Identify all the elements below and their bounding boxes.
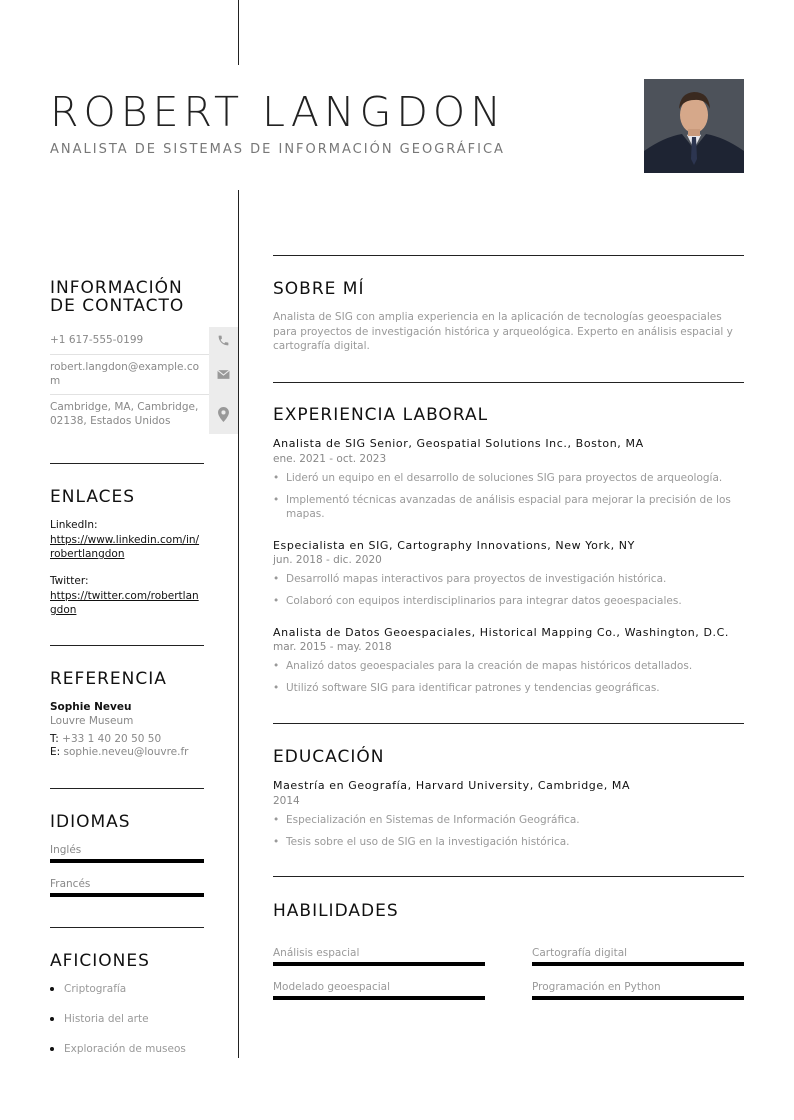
contact-phone-row [50,327,238,355]
section-separator [273,723,744,724]
bullet-dot-icon: • [273,472,280,484]
map-pin-icon-box [209,394,238,434]
reference-email[interactable]: sophie.neveu@louvre.fr [63,746,189,758]
skills-heading: HABILIDADES [273,901,399,921]
skill-name: Programación en Python [532,981,661,993]
job-bullet-text: Lideró un equipo en el desarrollo de soluciones SIG para proyectos de arqueología. [286,472,723,484]
job-bullet [273,681,741,695]
language-name: Francés [50,878,91,890]
top-divider-line [238,0,239,65]
education-bullet-text: Especialización en Sistemas de Información Geográfica. [286,814,580,826]
job-bullet-text: Colaboró con equipos interdisciplinarios para integrar datos geoespaciales. [286,595,682,607]
bullet-dot-icon: • [273,494,280,506]
reference-phone-line [50,733,161,745]
phone-icon-box [209,327,238,354]
skill-name: Cartografía digital [532,947,628,959]
section-separator [273,876,744,877]
degree-title: Maestría en Geografía, Harvard University, Cambridge, MA [273,779,631,792]
job-bullet [273,572,741,586]
job-dates: ene. 2021 - oct. 2023 [273,453,387,465]
sidebar-separator [50,788,204,789]
job-bullet-text: Analizó datos geoespaciales para la creación de mapas históricos detallados. [286,660,693,672]
job-bullet [273,594,741,608]
bullet-dot-icon: • [273,836,280,848]
section-separator [273,255,744,256]
language-level-bar [50,893,204,897]
skill-level-bar [273,996,485,1000]
map-pin-icon [218,407,229,422]
about-heading: SOBRE MÍ [273,279,365,299]
profile-photo-image [644,79,744,173]
education-bullet [273,813,741,827]
hobby-item [50,1043,186,1055]
hobby-text: Exploración de museos [64,1043,186,1055]
reference-email-label: E: [50,746,61,758]
candidate-title: ANALISTA DE SISTEMAS DE INFORMACIÓN GEOGRÁFICA [50,142,505,157]
education-bullet-text: Tesis sobre el uso de SIG en la investigación histórica. [286,836,570,848]
bullet-dot-icon: • [273,814,280,826]
contact-phone: +1 617-555-0199 [50,334,144,346]
hobby-item [50,1013,149,1025]
bullet-dot-icon [50,1017,54,1021]
links-heading: ENLACES [50,487,136,507]
job-title: Analista de Datos Geoespaciales, Historical Mapping Co., Washington, D.C. [273,626,730,639]
language-name: Inglés [50,844,82,856]
education-heading: EDUCACIÓN [273,747,385,767]
job-dates: jun. 2018 - dic. 2020 [273,554,382,566]
reference-org: Louvre Museum [50,715,134,727]
job-bullet-text: Implementó técnicas avanzadas de análisis espacial para mejorar la precisión de los mapas. [286,494,731,520]
contact-heading-line1: INFORMACIÓN [50,278,183,298]
reference-phone: +33 1 40 20 50 50 [62,733,162,745]
contact-address-row [50,394,238,434]
reference-email-line [50,746,189,758]
bullet-dot-icon: • [273,573,280,585]
twitter-link[interactable]: https://twitter.com/robertlangdon [50,590,199,616]
phone-icon [217,334,230,347]
job-bullet-text: Utilizó software SIG para identificar patrones y tendencias geográficas. [286,682,660,694]
contact-heading [50,279,184,315]
section-separator [273,382,744,383]
job-title: Especialista en SIG, Cartography Innovations, New York, NY [273,539,635,552]
job-bullet-text: Desarrolló mapas interactivos para proyectos de investigación histórica. [286,573,667,585]
bullet-dot-icon [50,987,54,991]
candidate-name: ROBERT LANGDON [50,88,506,136]
language-level-bar [50,859,204,863]
skill-level-bar [273,962,485,966]
experience-heading: EXPERIENCIA LABORAL [273,405,489,425]
skill-level-bar [532,962,744,966]
languages-heading: IDIOMAS [50,812,131,832]
contact-address: Cambridge, MA, Cambridge, 02138, Estados Unidos [50,401,199,427]
linkedin-link[interactable]: https://www.linkedin.com/in/robertlangdon [50,534,200,560]
hobby-text: Historia del arte [64,1013,149,1025]
hobby-text: Criptografía [64,983,127,995]
sidebar-separator [50,463,204,464]
hobbies-heading: AFICIONES [50,951,150,971]
sidebar-divider-line [238,190,239,1058]
skill-name: Análisis espacial [273,947,360,959]
contact-heading-line2: DE CONTACTO [50,296,185,316]
skill-level-bar [532,996,744,1000]
sidebar-separator [50,927,204,928]
about-text: Analista de SIG con amplia experiencia en la aplicación de tecnologías geoespaciales para proyectos de investigación histórica y arqueológica. Experto en análisis espacial y cartografía digital. [273,311,733,352]
sidebar-separator [50,645,204,646]
job-bullet [273,659,741,673]
contact-email[interactable]: robert.langdon@example.com [50,361,200,387]
job-bullet [273,493,741,521]
bullet-dot-icon [50,1047,54,1051]
linkedin-label: LinkedIn: [50,519,98,531]
reference-heading: REFERENCIA [50,669,167,689]
profile-photo [644,79,744,173]
education-bullet [273,835,741,849]
envelope-icon-box [209,354,238,394]
bullet-dot-icon: • [273,682,280,694]
envelope-icon [217,369,230,380]
contact-email-row [50,354,238,395]
job-bullet [273,471,741,485]
bullet-dot-icon: • [273,660,280,672]
job-dates: mar. 2015 - may. 2018 [273,641,392,653]
job-title: Analista de SIG Senior, Geospatial Solutions Inc., Boston, MA [273,437,644,450]
twitter-label: Twitter: [50,575,89,587]
skill-name: Modelado geoespacial [273,981,391,993]
hobby-item [50,983,126,995]
reference-phone-label: T: [50,733,59,745]
reference-name: Sophie Neveu [50,701,132,713]
bullet-dot-icon: • [273,595,280,607]
degree-year: 2014 [273,795,300,807]
